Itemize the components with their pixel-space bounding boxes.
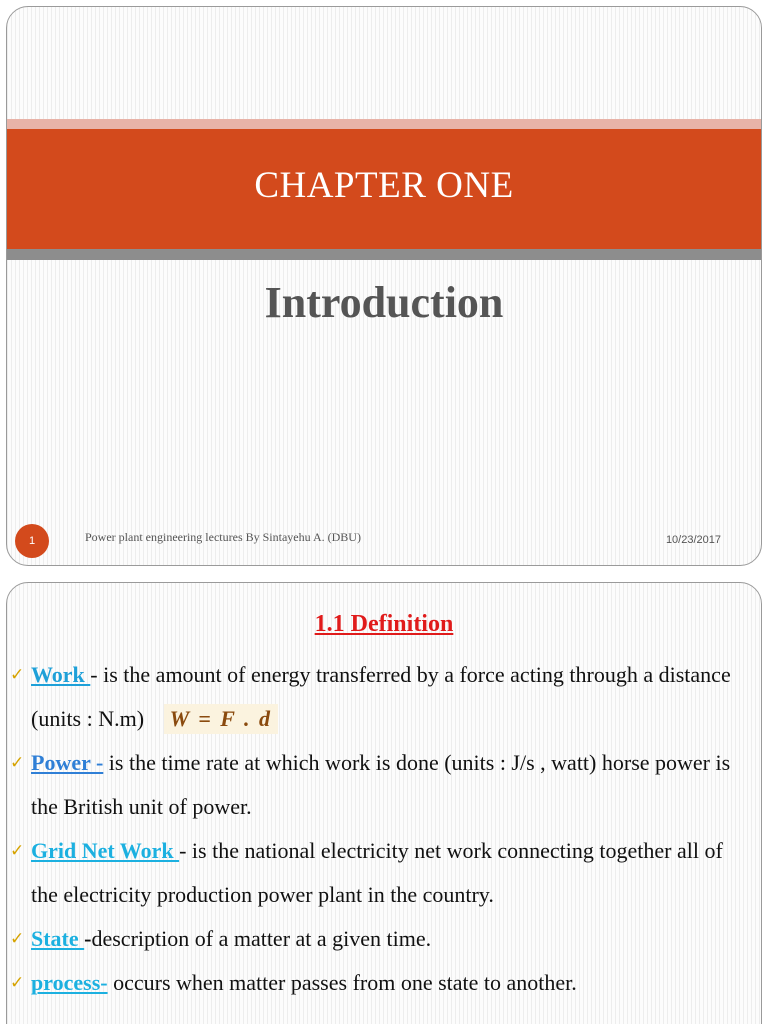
term-grid-net-work: Grid Net Work — [31, 838, 180, 863]
definition-text: occurs when matter passes from one state to another. — [107, 970, 577, 995]
term-process: process- — [31, 970, 108, 995]
section-heading: 1.1 Definition — [314, 611, 454, 637]
term-dash: - — [84, 926, 92, 951]
list-item-process — [7, 961, 761, 1005]
term-power: Power - — [31, 750, 104, 775]
checkmark-icon: ✓ — [10, 753, 25, 773]
definition-text: - is the national electricity net work connecting together all of the electricity production power plant in the country. — [31, 838, 723, 907]
list-item-state — [7, 917, 761, 961]
checkmark-icon: ✓ — [10, 665, 25, 685]
term-work: Work — [31, 662, 91, 687]
definition-list — [7, 653, 761, 1005]
definition-text: description of a matter at a given time. — [91, 926, 432, 951]
title-slide — [6, 6, 762, 566]
list-item-power — [7, 741, 761, 829]
checkmark-icon: ✓ — [10, 929, 25, 949]
slide-footer-date: 10/23/2017 — [665, 534, 721, 546]
checkmark-icon: ✓ — [10, 841, 25, 861]
title-band — [7, 129, 761, 249]
work-formula: W = F . d — [164, 704, 278, 734]
slide-subtitle: Introduction — [264, 278, 504, 327]
term-state: State — [31, 926, 85, 951]
checkmark-icon: ✓ — [10, 973, 25, 993]
slide-footer-text: Power plant engineering lectures By Sintayehu A. (DBU) — [85, 530, 361, 544]
accent-strip-top — [7, 119, 761, 129]
chapter-title: CHAPTER ONE — [254, 164, 514, 206]
list-item-grid-net-work — [7, 829, 761, 917]
definition-text: - is the amount of energy transferred by a force acting through a distance (units : N.m) — [31, 662, 731, 731]
definition-text: is the time rate at which work is done (units : J/s , watt) horse power is the British unit of power. — [31, 750, 731, 819]
list-item-work — [7, 653, 761, 741]
accent-strip-bottom — [7, 249, 761, 260]
definition-slide — [6, 582, 762, 1024]
slide-number-badge: 1 — [15, 524, 49, 558]
